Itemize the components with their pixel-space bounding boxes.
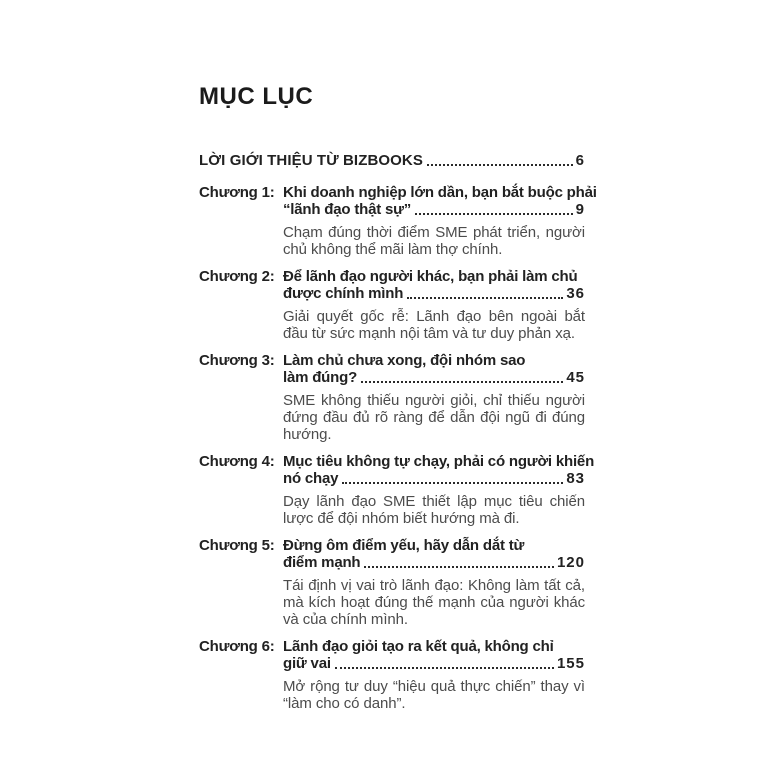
chapter-title <box>283 268 585 302</box>
chapter-title-line2-row <box>283 554 585 571</box>
toc-entry-chapter-5 <box>199 537 585 628</box>
chapter-label: Chương 5: <box>199 537 275 554</box>
chapter-title-line2: nó chạy <box>283 470 339 487</box>
chapter-title <box>283 537 585 571</box>
dot-leader <box>364 566 554 568</box>
chapter-title-line2: được chính mình <box>283 285 404 302</box>
chapter-page-number: 83 <box>566 470 585 487</box>
chapter-title-line2: làm đúng? <box>283 369 358 386</box>
chapter-label: Chương 6: <box>199 638 275 655</box>
chapter-title-line1: Mục tiêu không tự chạy, phải có người khiến <box>283 453 595 470</box>
chapter-heading <box>199 638 585 672</box>
chapter-heading <box>199 453 595 487</box>
chapter-title-line2: “lãnh đạo thật sự” <box>283 201 412 218</box>
chapter-title-line2-row <box>283 201 585 218</box>
chapter-description: Chạm đúng thời điểm SME phát triển, người chủ không thể mãi làm thợ chính. <box>283 224 585 258</box>
dot-leader <box>342 482 563 484</box>
intro-label: LỜI GIỚI THIỆU TỪ BIZBOOKS <box>199 152 423 169</box>
chapter-page-number: 36 <box>566 285 585 302</box>
dot-leader <box>427 164 573 166</box>
chapter-page-number: 155 <box>556 655 585 672</box>
chapter-title <box>283 453 595 487</box>
toc-entry-chapter-3 <box>199 352 585 443</box>
dot-leader <box>407 297 563 299</box>
chapter-heading <box>199 537 585 571</box>
chapter-description: SME không thiếu người giỏi, chỉ thiếu người đứng đầu đủ rõ ràng để dẫn đội ngũ đi đúng hướng. <box>283 392 585 443</box>
chapter-description: Dạy lãnh đạo SME thiết lập mục tiêu chiến lược để đội nhóm biết hướng mà đi. <box>283 493 585 527</box>
toc-intro-entry <box>199 152 585 169</box>
chapter-description: Tái định vị vai trò lãnh đạo: Không làm tất cả, mà kích hoạt đúng thế mạnh của người khác và của chính mình. <box>283 577 585 628</box>
intro-page-number: 6 <box>575 152 585 169</box>
chapter-title-line1: Lãnh đạo giỏi tạo ra kết quả, không chỉ <box>283 638 554 655</box>
chapter-title-line2: điểm mạnh <box>283 554 361 571</box>
chapter-title <box>283 352 585 386</box>
chapter-title <box>283 638 585 672</box>
chapter-title-line1: Đừng ôm điểm yếu, hãy dẫn dắt từ <box>283 537 525 554</box>
dot-leader <box>415 213 573 215</box>
chapter-description: Giải quyết gốc rễ: Lãnh đạo bên ngoài bắt đầu từ sức mạnh nội tâm và tư duy phản xạ. <box>283 308 585 342</box>
chapter-label: Chương 2: <box>199 268 275 285</box>
chapter-title-line1: Làm chủ chưa xong, đội nhóm sao <box>283 352 526 369</box>
dot-leader <box>361 381 563 383</box>
chapter-label: Chương 1: <box>199 184 275 201</box>
dot-leader <box>335 667 554 669</box>
chapter-title-line2-row <box>283 470 585 487</box>
chapter-description: Mở rộng tư duy “hiệu quả thực chiến” thay vì “làm cho có danh”. <box>283 678 585 712</box>
toc-content <box>199 83 597 722</box>
toc-entry-chapter-2 <box>199 268 585 342</box>
toc-entry-chapter-6 <box>199 638 585 712</box>
chapter-title-line2-row <box>283 285 585 302</box>
chapter-heading <box>199 352 585 386</box>
chapter-label: Chương 4: <box>199 453 275 470</box>
toc-entry-chapter-4 <box>199 453 595 527</box>
chapter-heading <box>199 268 585 302</box>
chapter-page-number: 9 <box>575 201 585 218</box>
page-title: MỤC LỤC <box>199 83 314 110</box>
chapter-title-line2: giữ vai <box>283 655 331 672</box>
chapter-title-line1: Khi doanh nghiệp lớn dần, bạn bắt buộc phải <box>283 184 597 201</box>
chapter-title <box>283 184 597 218</box>
toc-entry-chapter-1 <box>199 184 597 258</box>
chapter-heading <box>199 184 597 218</box>
chapter-title-line1: Để lãnh đạo người khác, bạn phải làm chủ <box>283 268 578 285</box>
chapter-title-line2-row <box>283 369 585 386</box>
chapter-page-number: 45 <box>566 369 585 386</box>
chapter-title-line2-row <box>283 655 585 672</box>
chapter-page-number: 120 <box>556 554 585 571</box>
chapter-label: Chương 3: <box>199 352 275 369</box>
